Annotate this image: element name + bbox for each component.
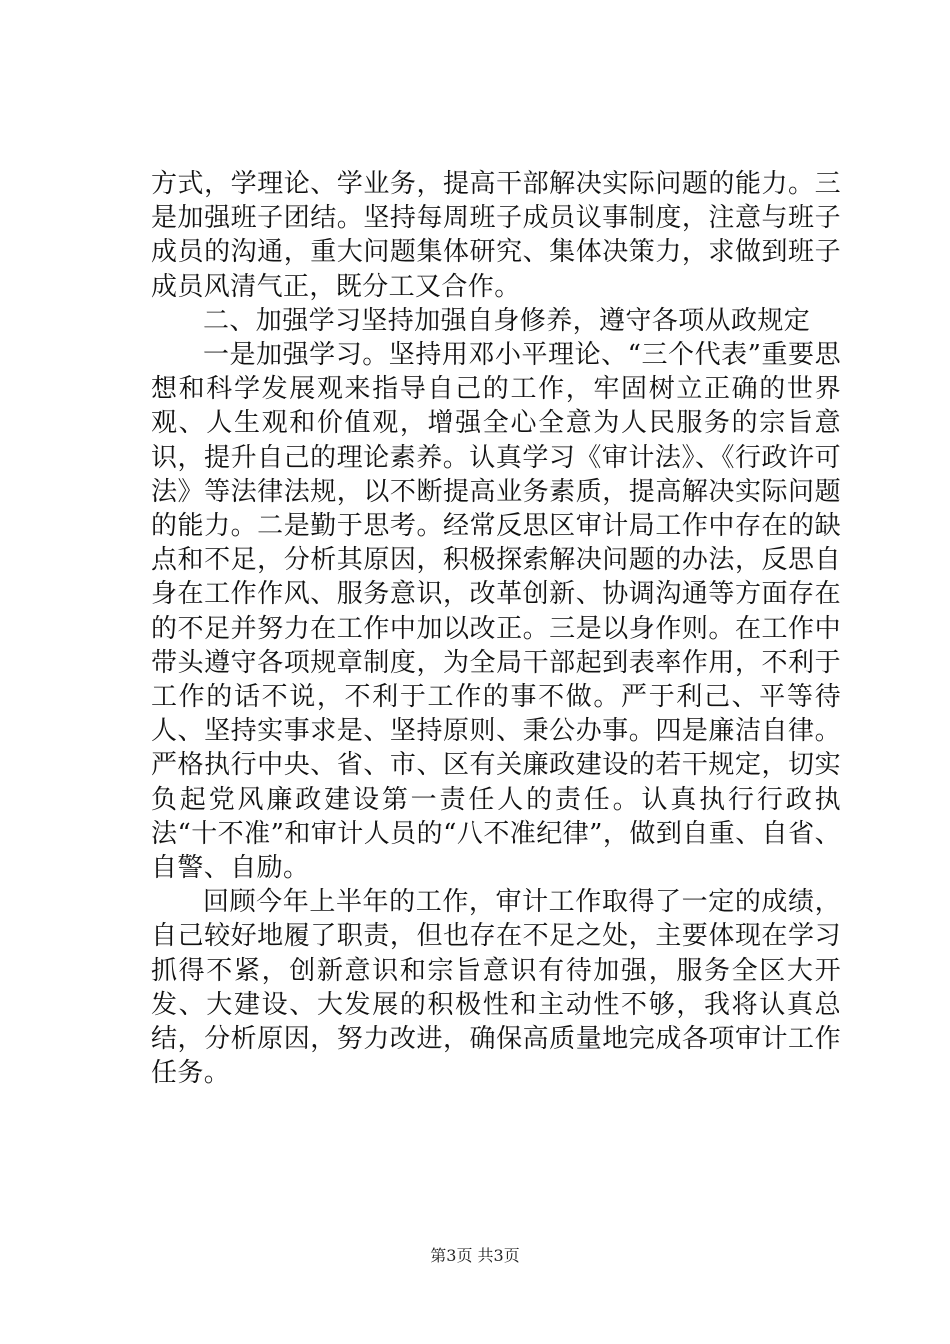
- paragraph-study: 一是加强学习。坚持用邓小平理论、“三个代表”重要思想和科学发展观来指导自己的工作，牢固树立正确的世界观、人生观和价值观，增强全心全意为人民服务的宗旨意识，提升自己的理论素养。认真学习《审计法》、《行政许可法》等法律法规，以不断提高业务素质，提高解决实际问题的能力。二是勤于思考。经常反思区审计局工作中存在的缺点和不足，分析其原因，积极探索解决问题的办法，反思自身在工作作风、服务意识，改革创新、协调沟通等方面存在的不足并努力在工作中加以改正。三是以身作则。在工作中带头遵守各项规章制度，为全局干部起到表率作用，不利于工作的话不说，不利于工作的事不做。严于利己、平等待人、坚持实事求是、坚持原则、秉公办事。四是廉洁自律。严格执行中央、省、市、区有关廉政建设的若干规定，切实负起党风廉政建设第一责任人的责任。认真执行行政执法“十不准”和审计人员的“八不准纪律”，做到自重、自省、自警、自励。: [151, 340, 841, 884]
- paragraph-continuation: 方式，学理论、学业务，提高干部解决实际问题的能力。三是加强班子团结。坚持每周班子成员议事制度，注意与班子成员的沟通，重大问题集体研究、集体决策力，求做到班子成员风清气正，既分工又合作。: [151, 169, 841, 302]
- section-heading: 二、加强学习坚持加强自身修养，遵守各项从政规定: [203, 305, 811, 336]
- paragraph-review: 回顾今年上半年的工作，审计工作取得了一定的成绩，自己较好地履了职责，但也存在不足之处，主要体现在学习抓得不紧，创新意识和宗旨意识有待加强，服务全区大开发、大建设、大发展的积极性和主动性不够，我将认真总结，分析原因，努力改进，确保高质量地完成各项审计工作任务。: [151, 887, 841, 1089]
- page-number-footer: 第3页 共3页: [430, 1246, 520, 1265]
- document-body: [151, 167, 841, 1090]
